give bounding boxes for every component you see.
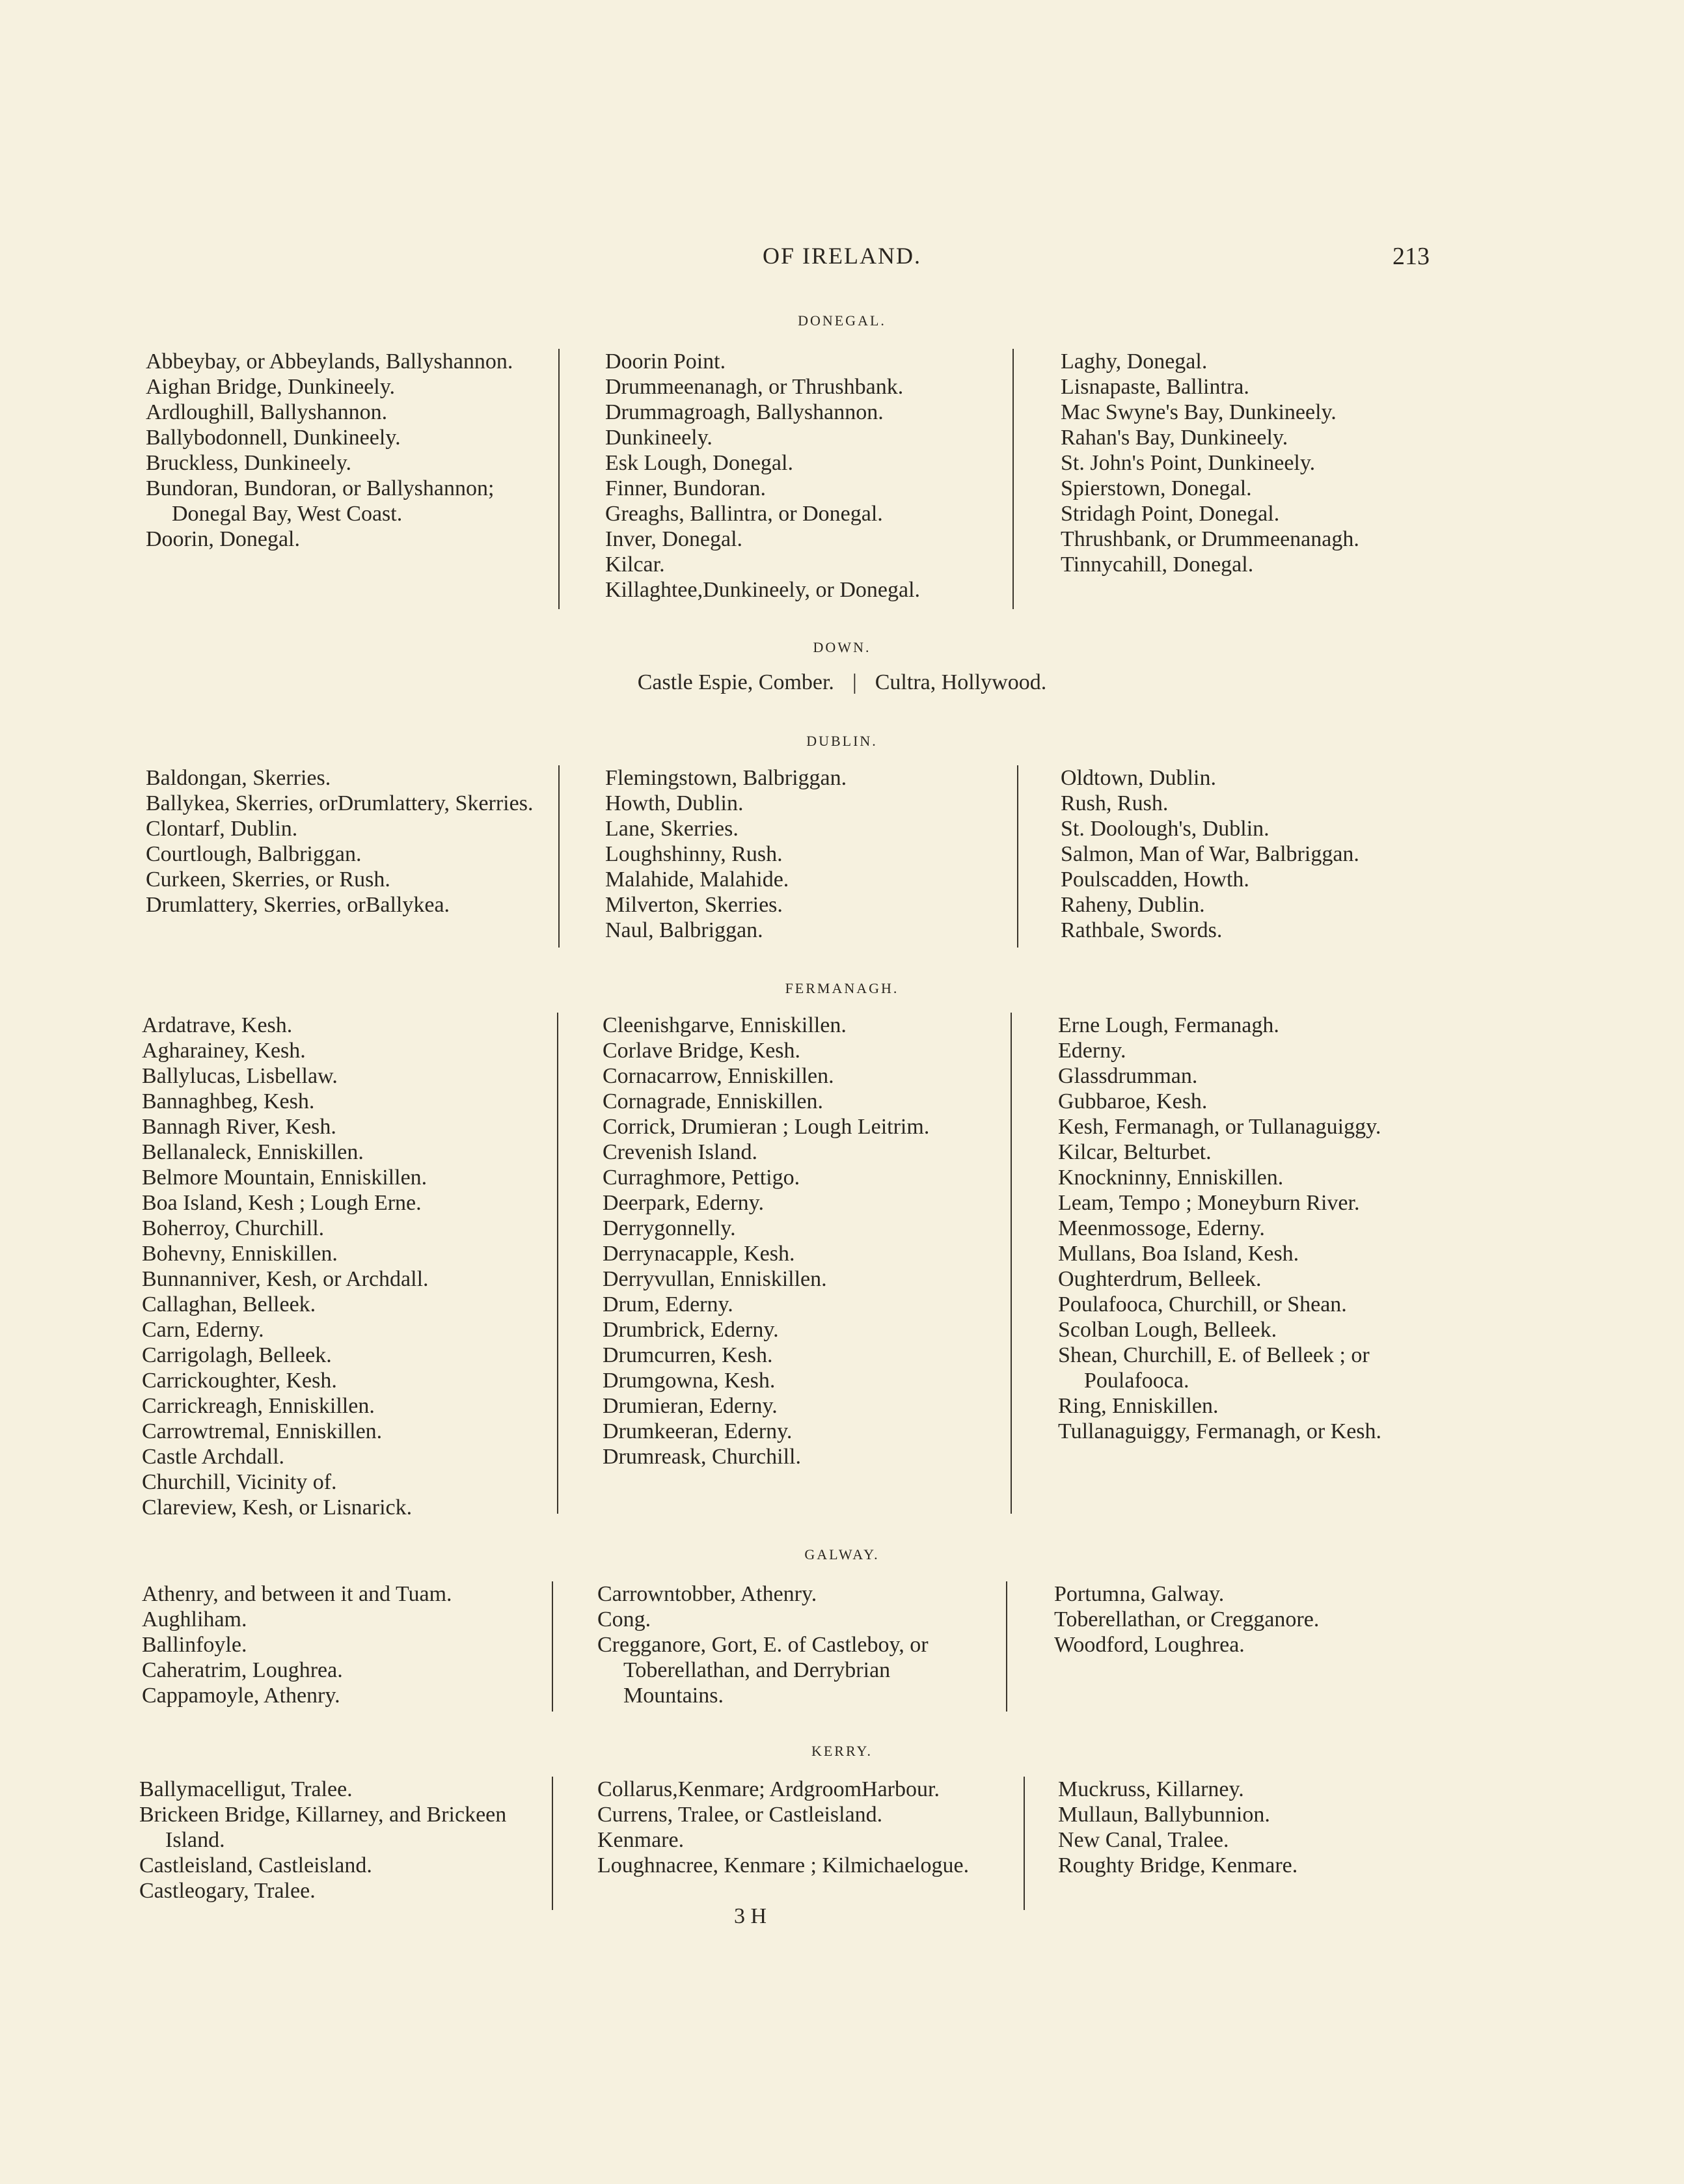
place-entry: Boa Island, Kesh ; Lough Erne. — [142, 1191, 422, 1215]
place-entry: Cornacarrow, Enniskillen. — [603, 1064, 834, 1088]
place-entry: Ballinfoyle. — [142, 1633, 247, 1657]
place-entry: Drum, Ederny. — [603, 1292, 733, 1317]
section-title-fermanagh: FERMANAGH. — [785, 980, 899, 996]
place-entry: Drumcurren, Kesh. — [603, 1343, 773, 1367]
place-entry: Greaghs, Ballintra, or Donegal. — [605, 502, 883, 526]
place-entry: Muckruss, Killarney. — [1058, 1777, 1244, 1801]
section-title-galway: GALWAY. — [804, 1546, 880, 1563]
place-entry: Ballymacelligut, Tralee. — [139, 1777, 353, 1801]
down-separator: | — [852, 670, 857, 694]
place-entry: Poulscadden, Howth. — [1061, 867, 1249, 892]
place-entry: Aughliham. — [142, 1607, 247, 1631]
place-entry: Drummeenanagh, or Thrushbank. — [605, 375, 904, 399]
place-entry: Carrigolagh, Belleek. — [142, 1343, 332, 1367]
place-entry: Deerpark, Ederny. — [603, 1191, 764, 1215]
place-entry: Drumkeeran, Ederny. — [603, 1419, 793, 1443]
place-entry: Raheny, Dublin. — [1061, 893, 1205, 917]
place-entry: Athenry, and between it and Tuam. — [142, 1582, 452, 1606]
place-entry: Doorin, Donegal. — [146, 527, 301, 551]
donegal-column-1 — [146, 349, 536, 552]
place-entry: Derrynacapple, Kesh. — [603, 1242, 795, 1266]
place-entry: Drumlattery, Skerries, orBallykea. — [146, 893, 450, 917]
column-divider — [1011, 1013, 1012, 1514]
place-entry: Ballybodonnell, Dunkineely. — [146, 426, 401, 450]
place-entry: Lisnapaste, Ballintra. — [1061, 375, 1249, 399]
donegal-column-3 — [1061, 349, 1477, 577]
place-entry: Spierstown, Donegal. — [1061, 476, 1252, 500]
place-entry: Carrowtremal, Enniskillen. — [142, 1419, 383, 1443]
place-entry: Corlave Bridge, Kesh. — [603, 1039, 801, 1063]
place-entry: Leam, Tempo ; Moneyburn River. — [1058, 1191, 1360, 1215]
place-entry: Collarus,Kenmare; ArdgroomHarbour. — [597, 1777, 940, 1801]
place-entry: Laghy, Donegal. — [1061, 349, 1208, 374]
place-entry: New Canal, Tralee. — [1058, 1828, 1229, 1852]
place-entry: Oldtown, Dublin. — [1061, 766, 1216, 790]
place-entry: Shean, Churchill, E. of Belleek ; or Poulafooca. — [1058, 1343, 1370, 1393]
place-entry: St. Doolough's, Dublin. — [1061, 817, 1270, 841]
dublin-column-3 — [1061, 765, 1477, 943]
kerry-column-2 — [597, 1777, 1014, 1878]
place-entry: Dunkineely. — [605, 426, 713, 450]
place-entry: Loughnacree, Kenmare ; Kilmichaelogue. — [597, 1853, 970, 1877]
place-entry: Callaghan, Belleek. — [142, 1292, 316, 1317]
place-entry: Howth, Dublin. — [605, 791, 744, 815]
place-entry: Churchill, Vicinity of. — [142, 1470, 337, 1494]
section-title-donegal: DONEGAL. — [798, 312, 886, 329]
place-entry: Erne Lough, Fermanagh. — [1058, 1013, 1279, 1037]
place-entry: Abbeybay, or Abbeylands, Ballyshannon. — [146, 349, 513, 374]
section-title-kerry: KERRY. — [811, 1743, 873, 1759]
place-entry: Bannagh River, Kesh. — [142, 1115, 336, 1139]
place-entry: Bunnanniver, Kesh, or Archdall. — [142, 1267, 429, 1291]
place-entry: Ring, Enniskillen. — [1058, 1394, 1219, 1418]
place-entry: Currens, Tralee, or Castleisland. — [597, 1803, 883, 1827]
place-entry: Doorin Point. — [605, 349, 726, 374]
place-entry: Belmore Mountain, Enniskillen. — [142, 1166, 428, 1190]
place-entry: Scolban Lough, Belleek. — [1058, 1318, 1277, 1342]
column-divider — [552, 1777, 553, 1910]
place-entry: Kilcar. — [605, 553, 665, 577]
place-entry: Rathbale, Swords. — [1061, 918, 1223, 942]
column-divider — [552, 1581, 553, 1712]
place-entry: Curraghmore, Pettigo. — [603, 1166, 800, 1190]
place-entry: Drummagroagh, Ballyshannon. — [605, 400, 884, 424]
place-entry: Drumgowna, Kesh. — [603, 1369, 776, 1393]
place-entry: Cappamoyle, Athenry. — [142, 1684, 340, 1708]
place-entry: Carrowntobber, Athenry. — [597, 1582, 817, 1606]
down-entry-right: Cultra, Hollywood. — [875, 670, 1047, 694]
place-entry: Corrick, Drumieran ; Lough Leitrim. — [603, 1115, 930, 1139]
place-entry: Boherroy, Churchill. — [142, 1216, 325, 1240]
down-entries — [0, 670, 1684, 695]
place-entry: Portumna, Galway. — [1054, 1582, 1225, 1606]
place-entry: Gubbaroe, Kesh. — [1058, 1089, 1208, 1113]
place-entry: Mullaun, Ballybunnion. — [1058, 1803, 1270, 1827]
place-entry: Carn, Ederny. — [142, 1318, 264, 1342]
place-entry: Drumieran, Ederny. — [603, 1394, 778, 1418]
place-entry: Inver, Donegal. — [605, 527, 743, 551]
place-entry: Ballykea, Skerries, orDrumlattery, Skerries. — [146, 791, 534, 815]
place-entry: Carrickreagh, Enniskillen. — [142, 1394, 375, 1418]
kerry-column-1 — [139, 1777, 536, 1904]
place-entry: Malahide, Malahide. — [605, 867, 789, 892]
place-entry: Naul, Balbriggan. — [605, 918, 763, 942]
place-entry: Mac Swyne's Bay, Dunkineely. — [1061, 400, 1337, 424]
place-entry: Cornagrade, Enniskillen. — [603, 1089, 823, 1113]
place-entry: Derryvullan, Enniskillen. — [603, 1267, 827, 1291]
place-entry: Poulafooca, Churchill, or Shean. — [1058, 1292, 1347, 1317]
place-entry: Ardatrave, Kesh. — [142, 1013, 293, 1037]
place-entry: Agharainey, Kesh. — [142, 1039, 306, 1063]
place-entry: Clareview, Kesh, or Lisnarick. — [142, 1495, 413, 1520]
place-entry: Curkeen, Skerries, or Rush. — [146, 867, 390, 892]
place-entry: Courtlough, Balbriggan. — [146, 842, 362, 866]
column-divider — [558, 765, 560, 948]
place-entry: Thrushbank, or Drummeenanagh. — [1061, 527, 1359, 551]
place-entry: Aighan Bridge, Dunkineely. — [146, 375, 396, 399]
place-entry: Roughty Bridge, Kenmare. — [1058, 1853, 1298, 1877]
running-title: OF IRELAND. — [763, 243, 921, 269]
place-entry: Brickeen Bridge, Killarney, and Brickeen Island. — [139, 1803, 507, 1852]
place-entry: St. John's Point, Dunkineely. — [1061, 451, 1316, 475]
place-entry: Clontarf, Dublin. — [146, 817, 298, 841]
dublin-column-2 — [605, 765, 1009, 943]
fermanagh-column-3 — [1058, 1013, 1429, 1444]
place-entry: Bundoran, Bundoran, or Ballyshannon; Donegal Bay, West Coast. — [146, 476, 495, 526]
place-entry: Cong. — [597, 1607, 651, 1631]
place-entry: Crevenish Island. — [603, 1140, 757, 1164]
place-entry: Glassdrumman. — [1058, 1064, 1198, 1088]
place-entry: Caheratrim, Loughrea. — [142, 1658, 343, 1682]
place-entry: Toberellathan, or Cregganore. — [1054, 1607, 1320, 1631]
down-entry-left: Castle Espie, Comber. — [637, 670, 834, 694]
place-entry: Cleenishgarve, Enniskillen. — [603, 1013, 847, 1037]
place-entry: Rahan's Bay, Dunkineely. — [1061, 426, 1288, 450]
column-divider — [558, 349, 560, 609]
column-divider — [1024, 1777, 1025, 1910]
place-entry: Knockninny, Enniskillen. — [1058, 1166, 1284, 1190]
column-divider — [557, 1013, 558, 1514]
place-entry: Ballylucas, Lisbellaw. — [142, 1064, 338, 1088]
place-entry: Ederny. — [1058, 1039, 1126, 1063]
galway-column-2 — [597, 1581, 962, 1708]
place-entry: Salmon, Man of War, Balbriggan. — [1061, 842, 1359, 866]
place-entry: Tinnycahill, Donegal. — [1061, 553, 1254, 577]
place-entry: Flemingstown, Balbriggan. — [605, 766, 847, 790]
place-entry: Lane, Skerries. — [605, 817, 739, 841]
place-entry: Finner, Bundoran. — [605, 476, 766, 500]
dublin-column-1 — [146, 765, 536, 918]
column-divider — [1006, 1581, 1007, 1712]
place-entry: Rush, Rush. — [1061, 791, 1169, 815]
place-entry: Drumbrick, Ederny. — [603, 1318, 779, 1342]
place-entry: Kilcar, Belturbet. — [1058, 1140, 1212, 1164]
place-entry: Kesh, Fermanagh, or Tullanaguiggy. — [1058, 1115, 1381, 1139]
place-entry: Killaghtee,Dunkineely, or Donegal. — [605, 578, 921, 602]
place-entry: Castleogary, Tralee. — [139, 1879, 316, 1903]
kerry-column-3 — [1058, 1777, 1461, 1878]
place-entry: Carrickoughter, Kesh. — [142, 1369, 337, 1393]
donegal-column-2 — [605, 349, 1009, 603]
place-entry: Baldongan, Skerries. — [146, 766, 331, 790]
place-entry: Meenmossoge, Ederny. — [1058, 1216, 1265, 1240]
place-entry: Drumreask, Churchill. — [603, 1445, 801, 1469]
place-entry: Ardloughill, Ballyshannon. — [146, 400, 388, 424]
signature-mark: 3 H — [734, 1904, 767, 1928]
place-entry: Cregganore, Gort, E. of Castleboy, or Toberellathan, and Derrybrian Mountains. — [597, 1633, 929, 1708]
place-entry: Milverton, Skerries. — [605, 893, 783, 917]
place-entry: Bellanaleck, Enniskillen. — [142, 1140, 364, 1164]
fermanagh-column-1 — [142, 1013, 539, 1520]
section-title-down: DOWN. — [813, 639, 871, 655]
place-entry: Castle Archdall. — [142, 1445, 285, 1469]
section-title-dublin: DUBLIN. — [806, 733, 878, 749]
place-entry: Esk Lough, Donegal. — [605, 451, 793, 475]
place-entry: Bruckless, Dunkineely. — [146, 451, 352, 475]
place-entry: Loughshinny, Rush. — [605, 842, 783, 866]
fermanagh-column-2 — [603, 1013, 967, 1469]
place-entry: Mullans, Boa Island, Kesh. — [1058, 1242, 1299, 1266]
column-divider — [1012, 349, 1014, 609]
place-entry: Kenmare. — [597, 1828, 685, 1852]
galway-column-3 — [1054, 1581, 1458, 1658]
place-entry: Oughterdrum, Belleek. — [1058, 1267, 1262, 1291]
place-entry: Bohevny, Enniskillen. — [142, 1242, 338, 1266]
place-entry: Woodford, Loughrea. — [1054, 1633, 1245, 1657]
place-entry: Castleisland, Castleisland. — [139, 1853, 372, 1877]
place-entry: Tullanaguiggy, Fermanagh, or Kesh. — [1058, 1419, 1382, 1443]
place-entry: Stridagh Point, Donegal. — [1061, 502, 1280, 526]
galway-column-1 — [142, 1581, 539, 1708]
place-entry: Bannaghbeg, Kesh. — [142, 1089, 315, 1113]
column-divider — [1017, 765, 1018, 948]
place-entry: Derrygonnelly. — [603, 1216, 736, 1240]
page-number: 213 — [1392, 243, 1430, 270]
